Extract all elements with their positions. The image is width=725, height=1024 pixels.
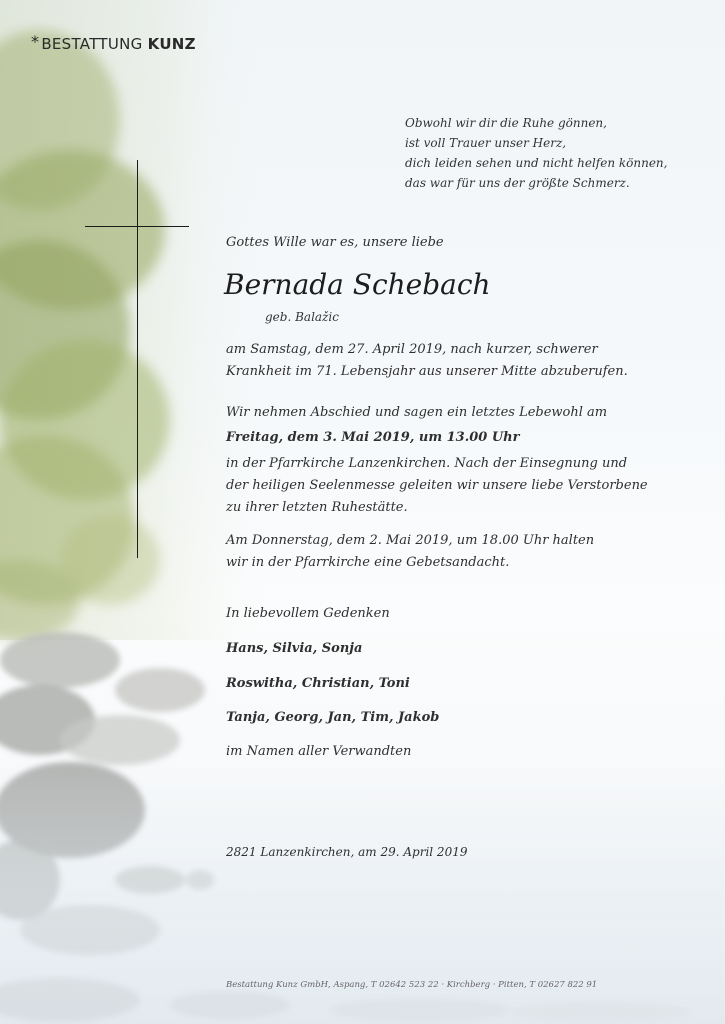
- cross-horizontal: [85, 226, 189, 227]
- logo-star: *: [31, 32, 40, 51]
- funeral-text-line: der heiligen Seelenmesse geleiten wir unsere liebe Verstorbene: [226, 478, 648, 493]
- farewell-intro: Wir nehmen Abschied und sagen ein letztes Lebewohl am: [226, 405, 608, 420]
- funeral-text-line: in der Pfarrkirche Lanzenkirchen. Nach der Einsegnung und: [226, 456, 628, 471]
- poem-line: das war für uns der größte Schmerz.: [405, 176, 630, 190]
- mourner-line: Roswitha, Christian, Toni: [226, 676, 410, 691]
- logo-name-bold: KUNZ: [147, 35, 196, 53]
- poem: [405, 113, 667, 193]
- funeral-text-line: zu ihrer letzten Ruhestätte.: [226, 500, 408, 515]
- cross-vertical: [137, 160, 138, 558]
- poem-line: ist voll Trauer unser Herz,: [405, 136, 567, 150]
- logo-name-regular: BESTATTUNG: [41, 35, 143, 53]
- prayer-text-line: Am Donnerstag, dem 2. Mai 2019, um 18.00 Uhr halten: [226, 533, 595, 548]
- deceased-name: Bernada Schebach: [224, 268, 491, 301]
- brand-logo: [31, 34, 196, 53]
- funeral-date: Freitag, dem 3. Mai 2019, um 13.00 Uhr: [226, 430, 520, 445]
- prayer-text-line: wir in der Pfarrkirche eine Gebetsandacht.: [226, 555, 510, 570]
- death-text-line: Krankheit im 71. Lebensjahr aus unserer Mitte abzuberufen.: [226, 364, 628, 379]
- relatives-text: im Namen aller Verwandten: [226, 744, 412, 759]
- footer-contact: Bestattung Kunz GmbH, Aspang, T 02642 523 22 · Kirchberg · Pitten, T 02627 822 91: [226, 980, 598, 990]
- poem-line: Obwohl wir dir die Ruhe gönnen,: [405, 116, 607, 130]
- mourner-line: Tanja, Georg, Jan, Tim, Jakob: [226, 710, 440, 725]
- mourner-line: Hans, Silvia, Sonja: [226, 641, 363, 656]
- birth-name: geb. Balažic: [265, 310, 339, 324]
- place-date: 2821 Lanzenkirchen, am 29. April 2019: [226, 845, 468, 859]
- poem-line: dich leiden sehen und nicht helfen können,: [405, 156, 668, 170]
- intro-text: Gottes Wille war es, unsere liebe: [226, 235, 444, 250]
- memory-intro: In liebevollem Gedenken: [226, 606, 390, 621]
- death-text-line: am Samstag, dem 27. April 2019, nach kurzer, schwerer: [226, 342, 598, 357]
